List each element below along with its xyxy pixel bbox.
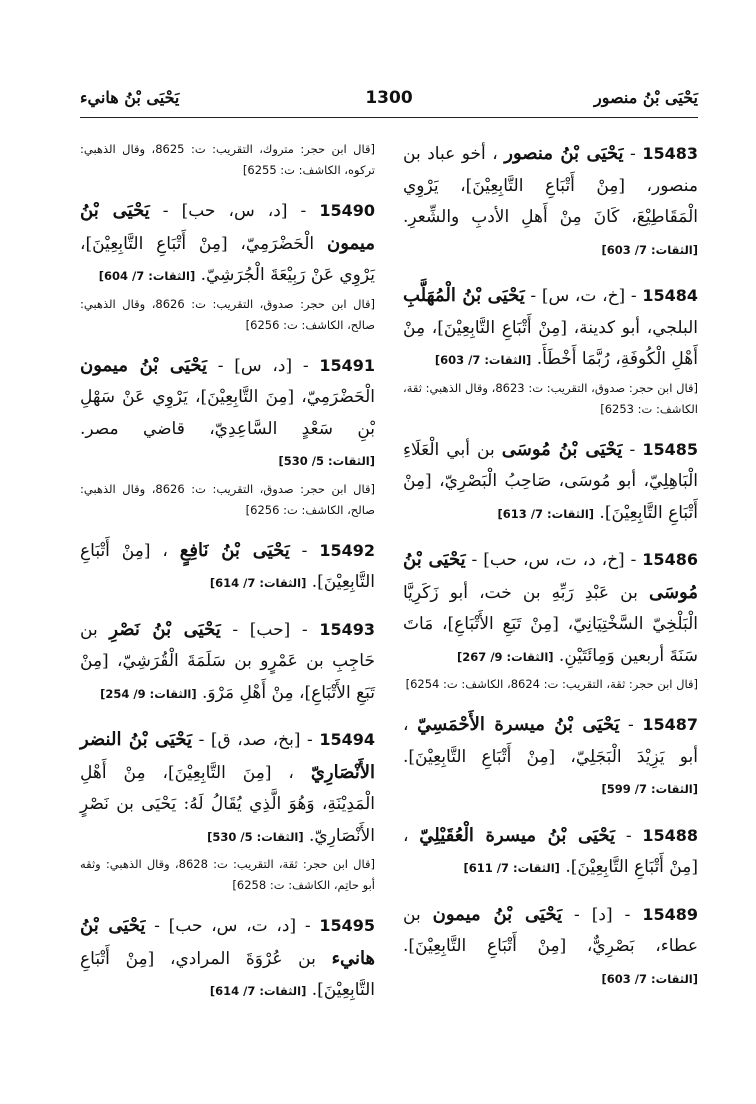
entry-text: 15495 - [د، ت، س، حب] - يَحْيَى بْنُ هانيء بن عُرْوَةَ المرادي، [مِنْ أَتْبَاعِ التَّابِعِيْنَ]. [الثقات: 7/ 614] xyxy=(80,915,376,1000)
entry-text: 15487 - يَحْيَى بْنُ ميسرة الأَحْمَسِيّ ، أبو يَزِيْدَ الْبَجَلِيّ، [مِنْ أَتْبَاعِ التَّابِعِيْنَ]. [الثقات: 7/ 599] xyxy=(403,714,698,796)
entry-footnote: [قال ابن حجر: ثقة، التقريب: ت: 8624، الكاشف: ت: 6254] xyxy=(405,677,698,691)
entry-footnote: [قال ابن حجر: صدوق، التقريب: ت: 8623، وقال الذهبي: ثقة، الكاشف: ت: 6253] xyxy=(403,380,698,416)
entry-body: ، [مِنَ التَّابِعِيْنَ]، مِنْ أَهْلِ الْمَدِيْنَةِ، وَهُوَ الَّذِي يُقَالُ لَهُ: يَحْيَى بن نَصْرٍ الأَنْصَارِيّ. xyxy=(80,762,375,846)
right-column xyxy=(403,138,698,1009)
left-column xyxy=(80,138,375,1022)
entry xyxy=(80,724,375,896)
entry-name: يَحْيَى بْنُ ميمون xyxy=(80,354,207,376)
running-head-left: يَحْيَى بْنُ هانيء xyxy=(80,88,180,107)
entry-body: بن حَاجِبِ بن عَمْرٍو بن سَلَمَةَ الْقُرَشِيّ، [مِنْ تَبَعِ الأَتْبَاعِ]، مِنْ أَهْلِ مَرْوَ. xyxy=(80,619,375,703)
entry-name: يَحْيَى بْنُ هانيء xyxy=(80,915,376,969)
entry-sigla: [د، س، حب] xyxy=(181,201,288,221)
entry xyxy=(80,910,375,1008)
entry xyxy=(80,350,375,521)
entry-name: يَحْيَى بْنُ الْمُهَلَّبِ xyxy=(403,285,525,306)
entry-name: يَحْيَى بْنُ مُوسَى xyxy=(501,438,623,460)
entry-name: يَحْيَى بْنُ نَصْرِ xyxy=(109,618,221,640)
entry-reference: [الثقات: 7/ 603] xyxy=(601,971,698,986)
entry-text: 15490 - [د، س، حب] - يَحْيَى بْنُ ميمون الْحَضْرَمِيّ، [مِنْ أَتْبَاعِ التَّابِعِيْنَ]، يَرْوِي عَنْ رَبِيْعَةَ الْجُرَشِيّ. [الثقات: 7/ 604] xyxy=(80,200,376,285)
entry-reference: [الثقات: 9/ 267] xyxy=(457,649,554,664)
entry-sigla: [د، س] xyxy=(234,355,293,376)
entry-footnote: [قال ابن حجر: متروك، التقريب: ت: 8625، وقال الذهبي: تركوه، الكاشف: ت: 6255] xyxy=(80,142,375,177)
entry-text: 15485 - يَحْيَى بْنُ مُوسَى بن أبي الْعَلَاءِ الْبَاهِلِيّ، أبو مُوسَى، صَاحِبُ الْبَصْرِيّ، [مِنْ أَتْبَاعِ التَّابِعِيْنَ]. [الثقات: 7/ 613] xyxy=(403,438,698,523)
entry-sigla: [د، ت، س، حب] xyxy=(168,916,297,936)
entry-name: يَحْيَى بْنُ ميسرة الأَحْمَسِيّ xyxy=(417,714,620,735)
entry-footnote: [قال ابن حجر: صدوق، التقريب: ت: 8626، وقال الذهبي: صالح، الكاشف: ت: 6256] xyxy=(80,481,375,517)
entry-sigla: [خ، د، ت، س، حب] xyxy=(483,550,625,570)
entry xyxy=(403,544,698,695)
entry-text: 15494 - [بخ، صد، ق] - يَحْيَى بْنُ النضر الأَنْصَارِيّ ، [مِنَ التَّابِعِيْنَ]، مِنْ أَهْلِ الْمَدِيْنَةِ، وَهُوَ الَّذِي يُقَالُ لَهُ: يَحْيَى بن نَصْرٍ الأَنْصَارِيّ. [الثقات: 5/ 530] xyxy=(80,729,375,846)
entry xyxy=(403,434,698,531)
entry-text: 15483 - يَحْيَى بْنُ منصور ، أخو عباد بن منصور، [مِنْ أَتْبَاعِ التَّابِعِيْنَ]، يَرْوِي الْمَقَاطِيْعَ، كَانَ مِنْ أَهلِ الأدبِ والشِّعرِ. [الثقات: 7/ 603] xyxy=(403,143,698,257)
entry-body: ، أبو يَزِيْدَ الْبَجَلِيّ، [مِنْ أَتْبَاعِ التَّابِعِيْنَ]. xyxy=(403,715,698,767)
entry-number: 15488 xyxy=(642,825,698,845)
entry-reference: [الثقات: 5/ 530] xyxy=(207,829,304,844)
entry xyxy=(403,709,698,806)
entry-number: 15486 xyxy=(642,550,698,569)
entry-text: 15492 - يَحْيَى بْنُ نَافِعٍ ، [مِنْ أَتْبَاعِ التَّابِعِيْنَ]. [الثقات: 7/ 614] xyxy=(80,539,375,592)
entry-reference: [الثقات: 7/ 603] xyxy=(601,242,698,257)
entry-number: 15495 xyxy=(319,916,376,935)
entry xyxy=(403,138,698,266)
entry-name: يَحْيَى بْنُ منصور xyxy=(504,143,624,164)
entry-text: 15484 - [خ، ت، س] - يَحْيَى بْنُ الْمُهَلَّبِ البلجي، أبو كدينة، [مِنْ أَتْبَاعِ التَّابِعِيْنَ]، مِنْ أَهْلِ الْكُوفَةِ، رُبَّمَا أَخْطَأَ. [الثقات: 7/ 603] xyxy=(403,285,698,369)
entry-number: 15483 xyxy=(642,144,698,163)
entry-number: 15491 xyxy=(319,355,375,375)
entry-name: يَحْيَى بْنُ مُوسَى xyxy=(403,549,698,603)
entry-text: 15493 - [حب] - يَحْيَى بْنُ نَصْرِ بن حَاجِبِ بن عَمْرٍو بن سَلَمَةَ الْقُرَشِيّ، [مِنْ تَبَعِ الأَتْبَاعِ]، مِنْ أَهْلِ مَرْوَ. [الثقات: 9/ 254] xyxy=(80,618,375,703)
entry-body: ، [مِنْ أَتْبَاعِ التَّابِعِيْنَ]. xyxy=(80,540,375,592)
entry-body: الْحَضْرَمِيّ، [مِنَ التَّابِعِيْنَ]، يَرْوِي عَنْ سَهْلِ بْنِ سَعْدٍ السَّاعِدِيّ، قاضي مصر. xyxy=(80,387,375,439)
entry-name: يَحْيَى بْنُ ميسرة الْعُقَيْلِيّ xyxy=(419,824,616,846)
entry-sigla: [حب] xyxy=(249,619,291,640)
entry-body: بن أبي الْعَلَاءِ الْبَاهِلِيّ، أبو مُوسَى، صَاحِبُ الْبَصْرِيّ، [مِنْ أَتْبَاعِ التَّابِعِيْنَ]. xyxy=(403,439,698,523)
entry-body: ، أخو عباد بن منصور، [مِنْ أَتْبَاعِ التَّابِعِيْنَ]، يَرْوِي الْمَقَاطِيْعَ، كَانَ مِنْ أَهلِ الأدبِ والشِّعرِ. xyxy=(403,144,698,227)
entry-sigla: [خ، ت، س] xyxy=(541,286,626,306)
entry-reference: [الثقات: 7/ 604] xyxy=(98,269,196,283)
entry-body: البلجي، أبو كدينة، [مِنْ أَتْبَاعِ التَّابِعِيْنَ]، مِنْ أَهْلِ الْكُوفَةِ، رُبَّمَا أَخْطَأَ. xyxy=(403,317,698,369)
entry xyxy=(403,899,698,996)
entry-reference: [الثقات: 7/ 611] xyxy=(463,861,560,875)
entry-body: الْحَضْرَمِيّ، [مِنْ أَتْبَاعِ التَّابِعِيْنَ]، يَرْوِي عَنْ رَبِيْعَةَ الْجُرَشِيّ. xyxy=(80,233,375,285)
entry xyxy=(403,820,698,885)
running-head-right: يَحْيَى بْنُ منصور xyxy=(594,88,698,107)
entry-text: 15489 - [د] - يَحْيَى بْنُ ميمون بن عطاء، بَصْرِيٌّ، [مِنْ أَتْبَاعِ التَّابِعِيْنَ]. [الثقات: 7/ 603] xyxy=(403,903,698,986)
entry-number: 15487 xyxy=(642,715,698,734)
entry-number: 15485 xyxy=(642,439,698,459)
page-header xyxy=(80,88,698,118)
entry-sigla: [د] xyxy=(591,904,613,925)
entry-number: 15494 xyxy=(319,730,375,749)
entry xyxy=(80,139,375,181)
header-rule xyxy=(80,117,698,118)
entry-number: 15490 xyxy=(319,201,376,220)
entry-body: ، [مِنْ أَتْبَاعِ التَّابِعِيْنَ]. xyxy=(403,825,698,877)
entry xyxy=(80,614,375,711)
entry-reference: [الثقات: 9/ 254] xyxy=(100,686,197,701)
entry-number: 15484 xyxy=(642,286,698,305)
entry xyxy=(80,195,375,336)
entry-reference: [الثقات: 7/ 603] xyxy=(434,353,532,367)
entry-text: 15488 - يَحْيَى بْنُ ميسرة الْعُقَيْلِيّ ، [مِنْ أَتْبَاعِ التَّابِعِيْنَ]. [الثقات: 7/ 611] xyxy=(403,824,698,877)
entry-number: 15489 xyxy=(642,904,698,924)
entry-footnote: [قال ابن حجر: صدوق، التقريب: ت: 8626، وقال الذهبي: صالح، الكاشف: ت: 6256] xyxy=(80,296,375,332)
entry-reference: [الثقات: 7/ 613] xyxy=(497,506,595,521)
entry-sigla: [بخ، صد، ق] xyxy=(210,730,301,750)
entry-name: يَحْيَى بْنُ ميمون xyxy=(432,903,563,925)
entry-number: 15492 xyxy=(319,540,375,560)
entry-text: 15491 - [د، س] - يَحْيَى بْنُ ميمون الْحَضْرَمِيّ، [مِنَ التَّابِعِيْنَ]، يَرْوِي عَنْ سَهْلِ بْنِ سَعْدٍ السَّاعِدِيّ، قاضي مصر. [الثقات: 5/ 530] xyxy=(80,354,375,468)
entry-number: 15493 xyxy=(319,619,375,639)
entry-reference: [الثقات: 5/ 530] xyxy=(278,454,375,468)
entry-body: بن عَبْدِ رَبِّهِ بن خت، أبو زَكَرِيَّا الْبَلْخِيّ السَّخْتِيَانِيّ، [مِنْ تَبَعِ الأَتْبَاعِ]، مَاتَ سَنَةَ أربعين وَمِائَتَيْنِ. xyxy=(403,582,698,666)
entry-reference: [الثقات: 7/ 599] xyxy=(601,782,698,796)
entry-name: يَحْيَى بْنُ النضر الأَنْصَارِيّ xyxy=(80,729,375,783)
entry-name: يَحْيَى بْنُ نَافِعٍ xyxy=(179,539,290,561)
entry xyxy=(403,280,698,420)
entry-text: 15486 - [خ، د، ت، س، حب] - يَحْيَى بْنُ مُوسَى بن عَبْدِ رَبِّهِ بن خت، أبو زَكَرِيَّا الْبَلْخِيّ السَّخْتِيَانِيّ، [مِنْ تَبَعِ الأَتْبَاعِ]، مَاتَ سَنَةَ أربعين وَمِائَتَيْنِ. [الثقات: 9/ 267] xyxy=(403,549,698,666)
entry-name: يَحْيَى بْنُ ميمون xyxy=(80,200,375,254)
entry-reference: [الثقات: 7/ 614] xyxy=(209,984,307,998)
page-number: 1300 xyxy=(365,88,413,108)
entry-body: بن عطاء، بَصْرِيٌّ، [مِنْ أَتْبَاعِ التَّابِعِيْنَ]. xyxy=(403,904,698,956)
entry-reference: [الثقات: 7/ 614] xyxy=(209,576,307,590)
entry xyxy=(80,535,375,600)
entry-footnote: [قال ابن حجر: ثقة، التقريب: ت: 8628، وقال الذهبي: وثقه أبو حاتِم، الكاشف: ت: 6258] xyxy=(80,857,375,892)
entry-body: بن عُرْوَةَ المرادي، [مِنْ أَتْبَاعِ التَّابِعِيْنَ]. xyxy=(80,948,375,1000)
